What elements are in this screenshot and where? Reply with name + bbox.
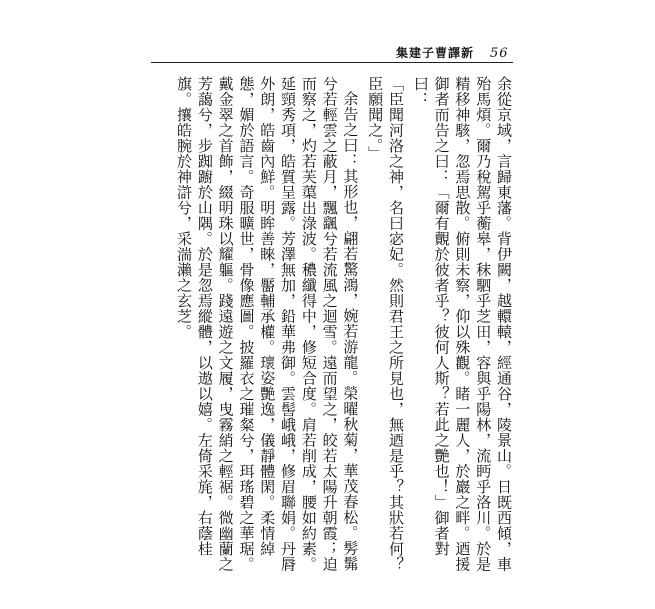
- paragraph-3: 余告之曰：其形也，翩若驚鴻，婉若游龍。榮曜秋菊，華茂春松。髣髴兮若輕雲之蔽月，飄颻兮若流風之迴雪。遠而望之，皎若太陽升朝霞；迫而察之，灼若芙蕖出淥波。穠纖得中，修短合度。肩若削成，腰如約素。延頸秀項，皓質呈露。芳澤無加，鉛華弗御。雲髻峨峨，修眉聯娟。丹脣外朗，皓齒內鮮。明眸善睞，靨輔承權。瓌姿艷逸，儀靜體閑。柔情綽態，媚於語言。奇服曠世，骨像應圖。披羅衣之璀粲兮，珥瑤碧之華琚。戴金翠之首飾，綴明珠以耀軀。踐遠遊之文履，曳霧綃之輕裾。微幽蘭之芳藹兮，步踟躕於山隅。於是忽焉縱體，以遨以嬉。左倚采旄，右蔭桂旗。攘皓腕於神滸兮，采湍瀨之玄芝。: [175, 76, 360, 572]
- running-header: [396, 44, 509, 61]
- book-title: 集建子曹譯新: [396, 46, 475, 60]
- header-rule: [151, 62, 513, 63]
- page-number: 56: [490, 46, 509, 61]
- paragraph-1: 余從京域，言歸東藩。背伊闕，越轘轅，經通谷，陵景山。日既西傾，車殆馬煩。爾乃稅駕乎蘅皋，秣駟乎芝田，容與乎陽林，流眄乎洛川。於是精移神駭，忽焉思散。俯則未察，仰以殊觀。睹一麗人，於巖之畔。迺援御者而告之曰：「爾有覿於彼者乎？彼何人斯？若此之艷也！」御者對曰：: [411, 76, 513, 572]
- paragraph-2: 「臣聞河洛之神，名曰宓妃。然則君王之所見也，無迺是乎？其狀若何？臣願聞之。」: [366, 76, 406, 572]
- vertical-text-body: [150, 76, 514, 576]
